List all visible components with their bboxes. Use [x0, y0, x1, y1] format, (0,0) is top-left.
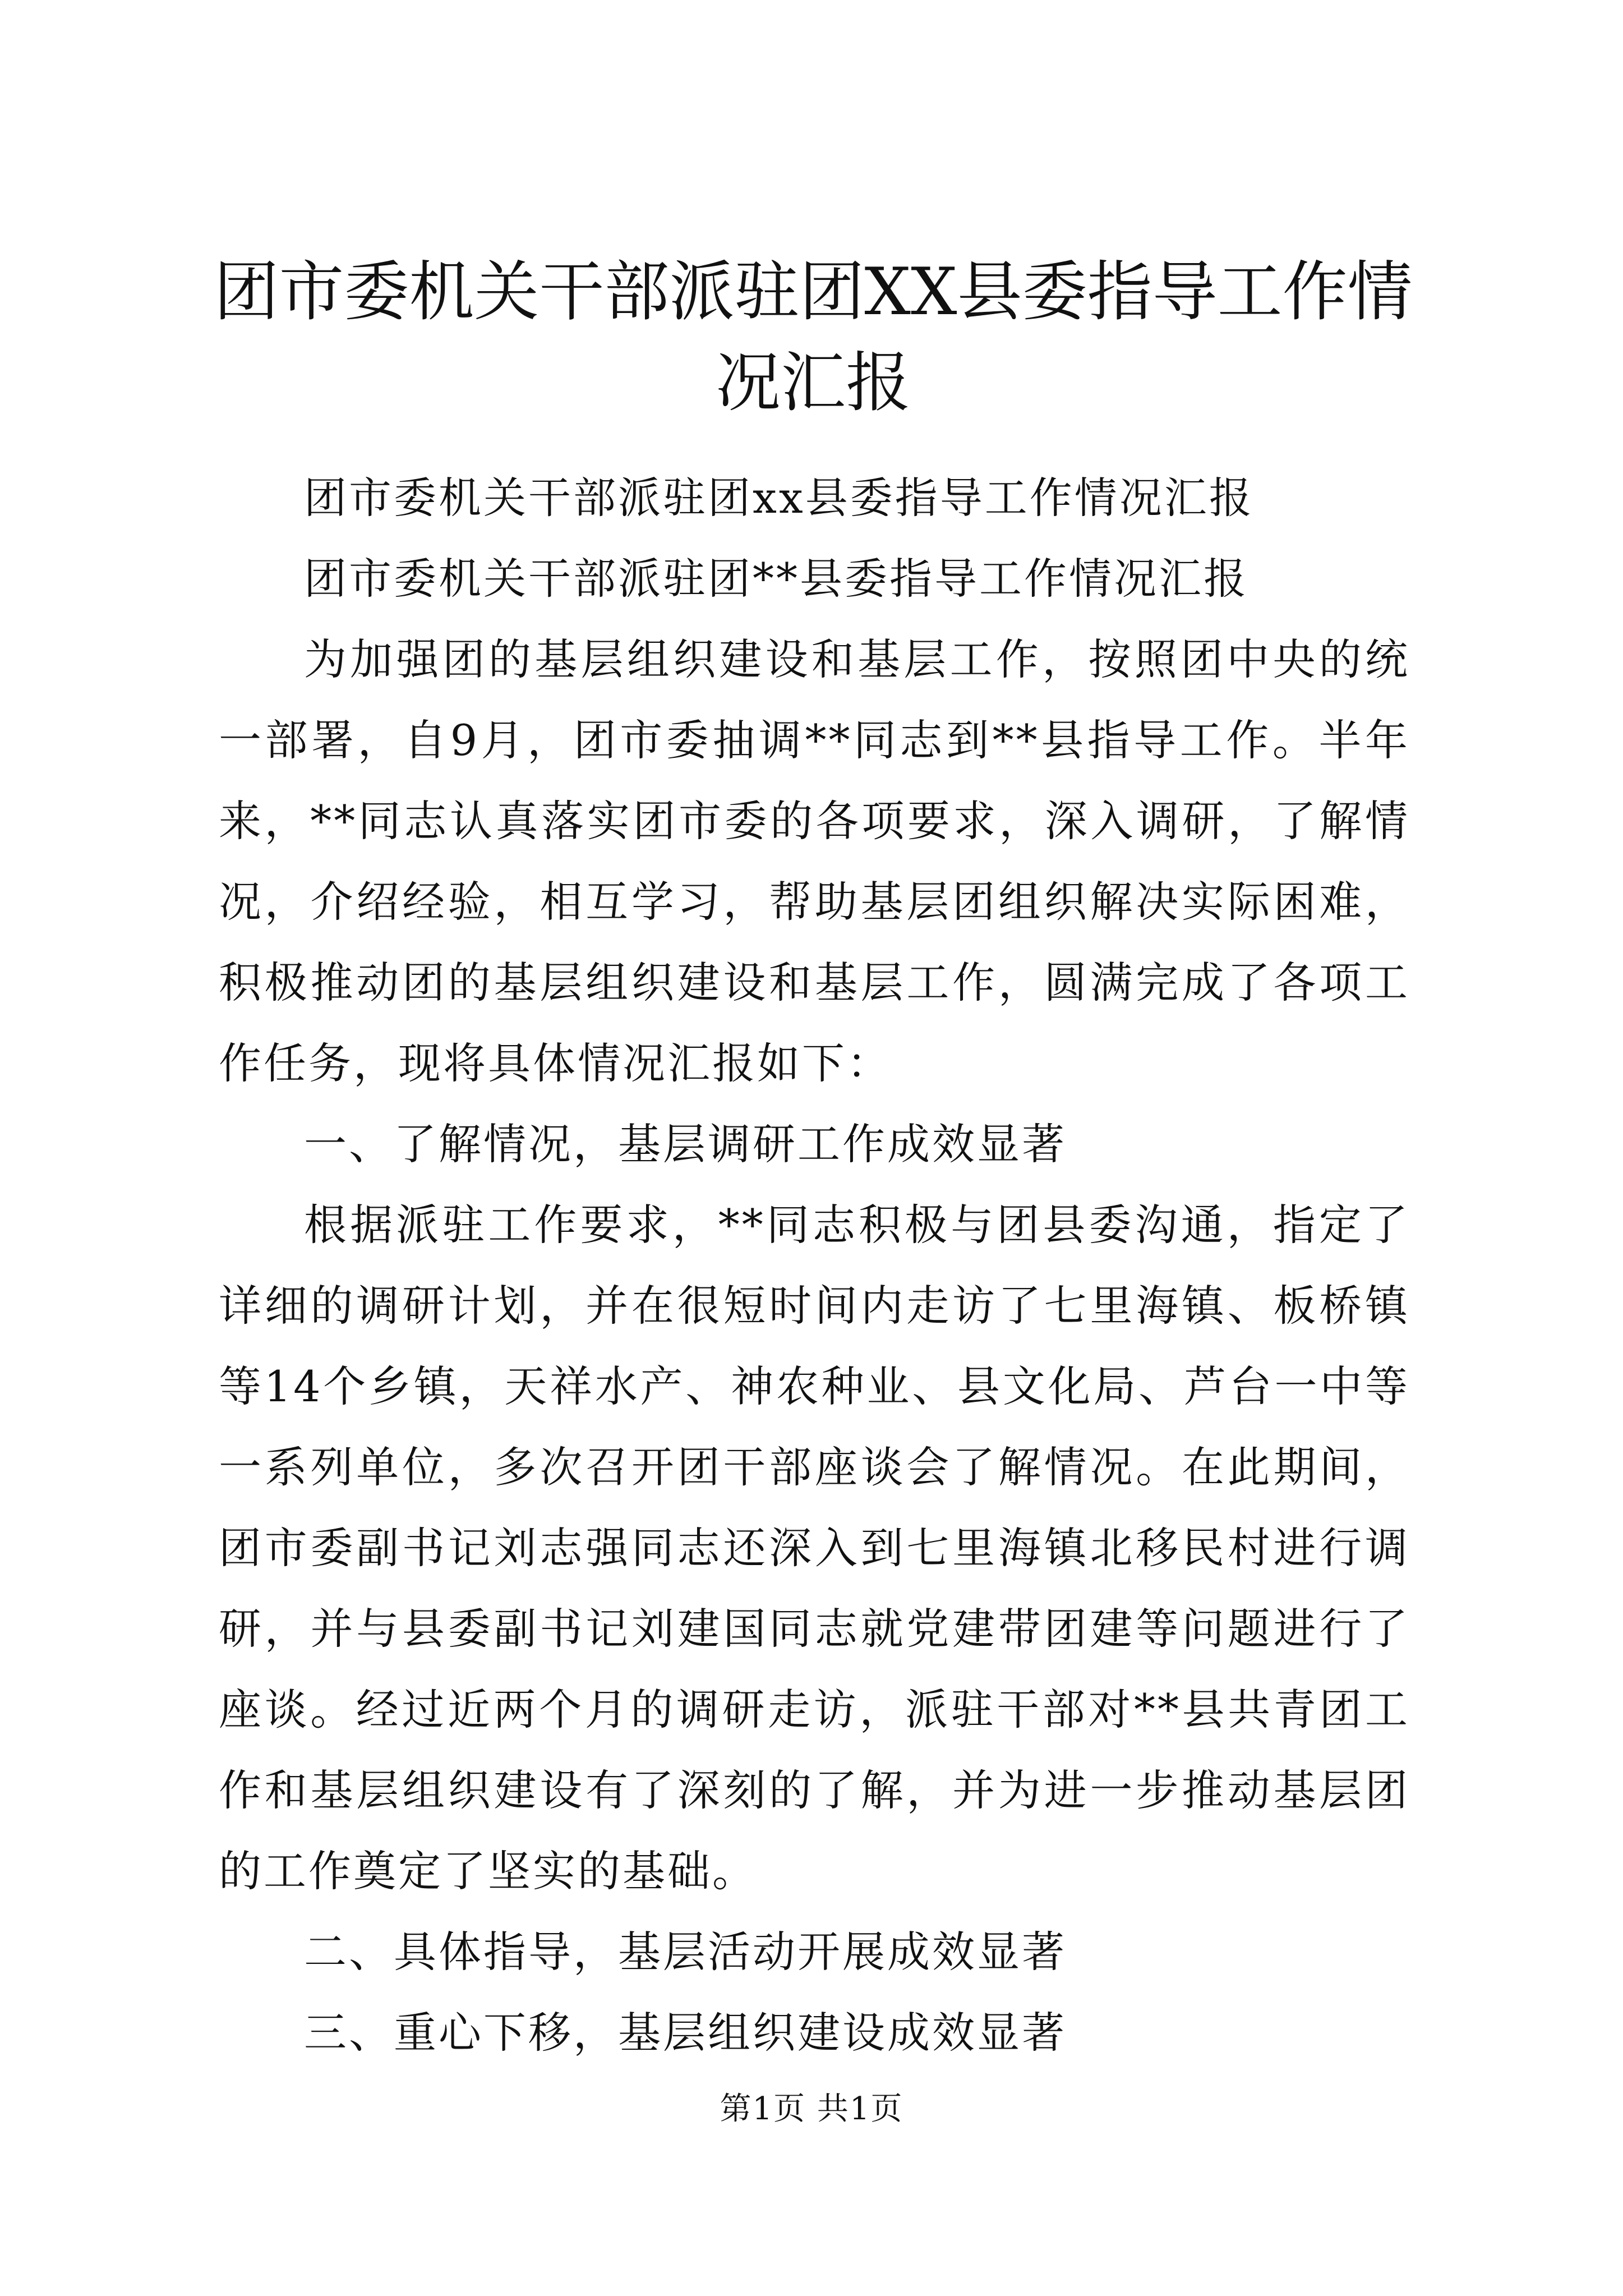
- paragraph-subtitle-2: 团市委机关干部派驻团**县委指导工作情况汇报: [304, 554, 1248, 604]
- paragraph-subtitle-1: 团市委机关干部派驻团xx县委指导工作情况汇报: [304, 473, 1254, 523]
- section-heading-1: 一、了解情况，基层调研工作成效显著: [304, 1119, 1067, 1169]
- document-title: 团市委机关干部派驻团XX县委指导工作情况汇报: [214, 254, 1413, 421]
- section-heading-2: 二、具体指导，基层活动开展成效显著: [304, 1927, 1067, 1977]
- document-body: [219, 458, 1410, 2073]
- page-footer: 第1页 共1页: [720, 2091, 903, 2127]
- paragraph-intro: 为加强团的基层组织建设和基层工作，按照团中央的统一部署，自9月，团市委抽调**同志到**县指导工作。半年来，**同志认真落实团市委的各项要求，深入调研，了解情况，介绍经验，相互学习，帮助基层团组织解决实际困难，积极推动团的基层组织建设和基层工作，圆满完成了各项工作任务，现将具体情况汇报如下：: [219, 634, 1410, 1088]
- section-heading-3: 三、重心下移，基层组织建设成效显著: [304, 2008, 1067, 2058]
- paragraph-section-1: 根据派驻工作要求，**同志积极与团县委沟通，指定了详细的调研计划，并在很短时间内走访了七里海镇、板桥镇等14个乡镇，天祥水产、神农种业、县文化局、芦台一中等一系列单位，多次召开团干部座谈会了解情况。在此期间，团市委副书记刘志强同志还深入到七里海镇北移民村进行调研，并与县委副书记刘建国同志就党建带团建等问题进行了座谈。经过近两个月的调研走访，派驻干部对**县共青团工作和基层组织建设有了深刻的了解，并为进一步推动基层团的工作奠定了坚实的基础。: [219, 1200, 1410, 1896]
